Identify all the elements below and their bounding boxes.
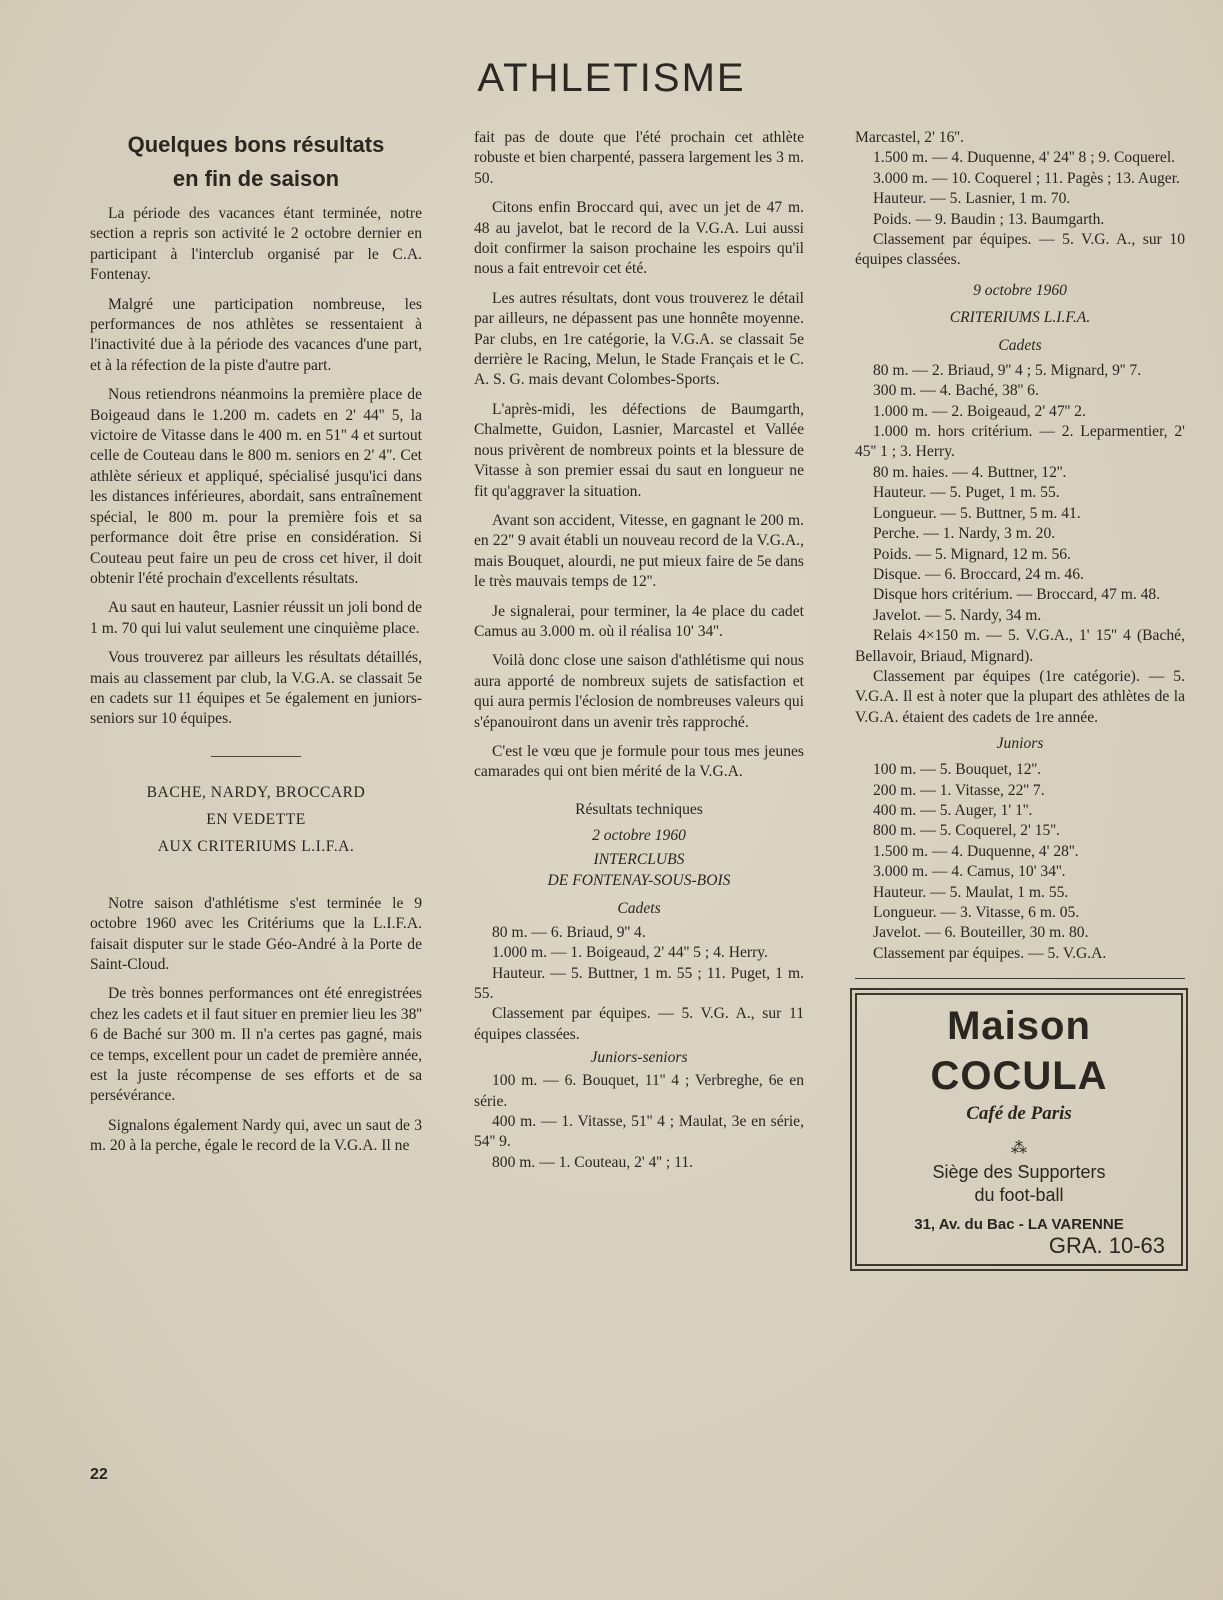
category-label: Cadets: [617, 899, 661, 917]
paragraph: Avant son accident, Vitesse, en gagnant le 200 m. en 22'' 9 avait établi un nouveau record de la V.G.A., mais Bouquet, alourdi, ne put mieux faire de 5e dans le très mauvais temps de 12''.: [474, 511, 804, 591]
subhead-line: EN VEDETTE: [206, 810, 306, 828]
category-label: Juniors: [996, 735, 1044, 753]
ad-title: Maison COCULA: [930, 1004, 1108, 1099]
column-3: [855, 128, 1185, 1266]
result-line: 800 m. — 5. Coquerel, 2' 15''.: [873, 822, 1060, 840]
result-line: 80 m. — 2. Briaud, 9'' 4 ; 5. Mignard, 9'' 7.: [873, 361, 1142, 379]
subhead-line: BACHE, NARDY, BROCCARD: [146, 783, 366, 801]
category-label: Cadets: [998, 336, 1042, 354]
headline-line: en fin de saison: [172, 166, 340, 191]
article-headline: [90, 128, 422, 196]
paragraph: Je signalerai, pour terminer, la 4e place du cadet Camus au 3.000 m. où il réalisa 10' 34''.: [474, 602, 804, 640]
result-line: 1.500 m. — 4. Duquenne, 4' 24'' 8 ; 9. Coquerel.: [873, 149, 1176, 167]
result-line: Poids. — 5. Mignard, 12 m. 56.: [873, 545, 1071, 563]
paragraph: Nous retiendrons néanmoins la première place de Boigeaud dans le 1.200 m. cadets en 2' 44'' 5, la victoire de Vitasse dans le 400 m. en 51'' 4 et surtout celle de Couteau dans le 800 m. seniors en 2' 4''. Cet athlète sérieux et appliqué, spécialisé jusqu'ici dans les distances inférieures, abordait, sans entraînement spécial, le 800 m. pour la première fois et sa performance doit être prise en considération. Si Couteau peut faire un peu de cross cet hiver, il doit obtenir l'été prochain d'excellents résultats.: [90, 386, 422, 587]
category-label: Juniors-seniors: [590, 1049, 688, 1067]
result-line: Classement par équipes (1re catégorie). — 5. V.G.A. Il est à noter que la plupart des athlètes de la V.G.A. étaient des cadets de 1re année.: [855, 667, 1185, 726]
divider: [211, 756, 301, 757]
ad-line: du foot-ball: [974, 1185, 1064, 1206]
result-line: Classement par équipes. — 5. V.G.A.: [873, 944, 1107, 962]
paragraph: Les autres résultats, dont vous trouverez le détail par ailleurs, ne dépassent pas une honnête moyenne. Par clubs, en 1re catégorie, la V.G.A. se classait 5e derrière le Racing, Melun, le Stade Français et le C. A. S. G. mais devant Colombes-Sports.: [474, 289, 804, 389]
paragraph: Vous trouverez par ailleurs les résultats détaillés, mais au classement par club, la V.G.A. se classait 5e en cadets sur 11 équipes et 5e également en juniors-seniors sur 10 équipes.: [90, 649, 422, 728]
result-line: Longueur. — 3. Vitasse, 6 m. 05.: [873, 904, 1080, 921]
result-line: Hauteur. — 5. Puget, 1 m. 55.: [873, 484, 1060, 502]
result-line: Javelot. — 6. Bouteiller, 30 m. 80.: [873, 924, 1089, 942]
result-line: Hauteur. — 5. Lasnier, 1 m. 70.: [873, 190, 1071, 208]
result-line: 400 m. — 1. Vitasse, 51'' 4 ; Maulat, 3e en série, 54'' 9.: [474, 1113, 804, 1151]
result-line: Classement par équipes. — 5. V.G. A., sur 10 équipes classées.: [855, 231, 1185, 269]
paragraph: Notre saison d'athlétisme s'est terminée le 9 octobre 1960 avec les Critériums que la L.I.F.A. faisait disputer sur le stade Géo-André à la Porte de Saint-Cloud.: [90, 894, 422, 973]
column-2: [474, 128, 804, 1173]
paragraph: Au saut en hauteur, Lasnier réussit un joli bond de 1 m. 70 qui lui valut seulement une cinquième place.: [90, 599, 422, 637]
paragraph: De très bonnes performances ont été enregistrées chez les cadets et il faut situer en premier lieu les 38'' 6 de Baché sur 300 m. Il n'a certes pas gagné, mais ce temps, excellent pour un cadet de première année, est la juste récompense de ses efforts et de sa persévérance.: [90, 985, 422, 1105]
result-line: 1.000 m. hors critérium. — 2. Leparmentier, 2' 45'' 1 ; 3. Herry.: [855, 423, 1185, 461]
result-line: Hauteur. — 5. Maulat, 1 m. 55.: [873, 883, 1069, 901]
divider: [855, 978, 1185, 979]
result-line: 100 m. — 5. Bouquet, 12''.: [873, 761, 1042, 779]
result-line: 3.000 m. — 10. Coquerel ; 11. Pagès ; 13. Auger.: [873, 169, 1180, 187]
results-meet: INTERCLUBS: [593, 850, 685, 868]
section-title: ATHLETISME: [477, 56, 746, 100]
column-1: [90, 128, 422, 1166]
paragraph: Citons enfin Broccard qui, avec un jet de 47 m. 48 au javelot, bat le record de la V.G.A. Lui aussi doit confirmer la saison prochaine les espoirs qu'il nous a fait entrevoir cet été.: [474, 199, 804, 278]
paragraph: Malgré une participation nombreuse, les performances de nos athlètes se ressentaient à l'inactivité due à la période des vacances d'une part, et à la réfection de la piste d'autre part.: [90, 295, 422, 374]
result-line: Marcastel, 2' 16''.: [855, 129, 964, 146]
headline-line: Quelques bons résultats: [127, 132, 385, 157]
result-line: 80 m. — 6. Briaud, 9'' 4.: [492, 923, 646, 941]
results-date: 9 octobre 1960: [973, 281, 1067, 299]
result-line: Classement par équipes. — 5. V.G. A., sur 11 équipes classées.: [474, 1005, 804, 1043]
result-line: 300 m. — 4. Baché, 38'' 6.: [873, 382, 1039, 400]
paragraph: L'après-midi, les défections de Baumgarth, Chalmette, Guidon, Lasnier, Marcastel et Vallée nous privèrent de nombreux points et la blessure de Vitasse à son premier essai du saut en longueur ne fit qu'aggraver la situation.: [474, 400, 804, 500]
result-line: Disque hors critérium. — Broccard, 47 m. 48.: [873, 586, 1161, 604]
results-meet: CRITERIUMS L.I.F.A.: [949, 308, 1091, 326]
results-date: 2 octobre 1960: [592, 826, 686, 844]
ad-line: Siège des Supporters: [932, 1162, 1106, 1183]
result-line: Longueur. — 5. Buttner, 5 m. 41.: [873, 504, 1081, 522]
paragraph: Voilà donc close une saison d'athlétisme qui nous aura apporté de nombreux sujets de satisfaction et qui aura permis l'éclosion de nombreuses valeurs qui s'épanouiront dans un avenir très rapproché.: [474, 652, 804, 731]
result-line: Poids. — 9. Baudin ; 13. Baumgarth.: [873, 210, 1105, 228]
result-line: Javelot. — 5. Nardy, 34 m.: [873, 606, 1042, 624]
result-line: 100 m. — 6. Bouquet, 11'' 4 ; Verbreghe, 6e en série.: [474, 1072, 804, 1110]
result-line: 3.000 m. — 4. Camus, 10' 34''.: [873, 863, 1066, 881]
result-line: Perche. — 1. Nardy, 3 m. 20.: [873, 525, 1056, 543]
ad-address: 31, Av. du Bac - LA VARENNE: [914, 1216, 1124, 1234]
paragraph: Signalons également Nardy qui, avec un saut de 3 m. 20 à la perche, égale le record de la V.G.A. Il ne: [90, 1116, 422, 1155]
paragraph: fait pas de doute que l'été prochain cet athlète robuste et bien charpenté, passera largement les 3 m. 50.: [474, 129, 804, 187]
page-number: 22: [90, 1466, 108, 1483]
paragraph: C'est le vœu que je formule pour tous mes jeunes camarades qui ont bien mérité de la V.G.A.: [474, 742, 804, 781]
result-line: 400 m. — 5. Auger, 1' 1''.: [873, 801, 1033, 819]
advertisement: [855, 993, 1183, 1266]
result-line: 1.500 m. — 4. Duquenne, 4' 28''.: [873, 842, 1079, 860]
ad-subtitle: Café de Paris: [966, 1103, 1072, 1125]
result-line: 800 m. — 1. Couteau, 2' 4'' ; 11.: [492, 1153, 694, 1171]
result-line: Hauteur. — 5. Buttner, 1 m. 55 ; 11. Puget, 1 m. 55.: [474, 964, 804, 1002]
article-subheadline: [90, 779, 422, 860]
subhead-line: AUX CRITERIUMS L.I.F.A.: [157, 837, 355, 855]
ad-phone: GRA. 10-63: [1048, 1232, 1165, 1258]
results-meet: DE FONTENAY-SOUS-BOIS: [547, 871, 731, 889]
paragraph: La période des vacances étant terminée, notre section a repris son activité le 2 octobre dernier en participant à l'interclub organisé par le C.A. Fontenay.: [90, 205, 422, 284]
trefoil-icon: ⁂: [1011, 1140, 1027, 1158]
result-line: 200 m. — 1. Vitasse, 22'' 7.: [873, 781, 1045, 799]
result-line: 80 m. haies. — 4. Buttner, 12''.: [873, 463, 1067, 481]
result-line: 1.000 m. — 2. Boigeaud, 2' 47'' 2.: [873, 402, 1086, 420]
result-line: Disque. — 6. Broccard, 24 m. 46.: [873, 565, 1084, 583]
result-line: 1.000 m. — 1. Boigeaud, 2' 44'' 5 ; 4. Herry.: [492, 944, 768, 962]
result-line: Relais 4×150 m. — 5. V.G.A., 1' 15'' 4 (Baché, Bellavoir, Briaud, Mignard).: [855, 627, 1185, 665]
results-title: Résultats techniques: [575, 800, 703, 818]
